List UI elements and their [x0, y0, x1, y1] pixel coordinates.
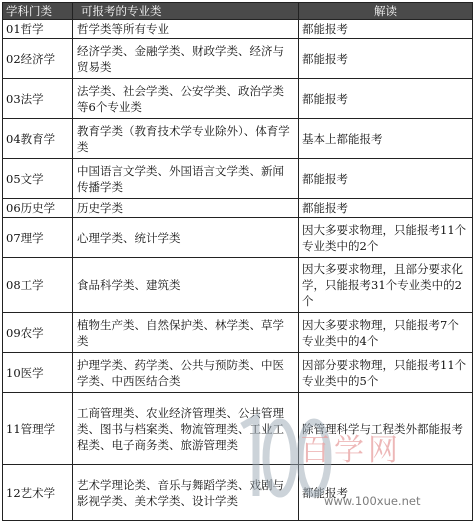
- table-row: [3, 258, 473, 313]
- majors-cell: 历史学类: [73, 199, 299, 218]
- table-row: [3, 79, 473, 119]
- note-cell: 除管理科学与工程类外都能报考: [299, 393, 473, 465]
- note-cell: 因大多要求物理，只能报考7个专业类中的4个: [299, 313, 473, 353]
- category-cell: 06历史学: [3, 199, 73, 218]
- table-body: [3, 20, 473, 521]
- category-cell: 01哲学: [3, 20, 73, 39]
- table-row: [3, 199, 473, 218]
- table-row: [3, 313, 473, 353]
- watermark-url: www.100xue.net: [324, 494, 421, 508]
- category-cell: 11管理学: [3, 393, 73, 465]
- majors-cell: 心理学类、统计学类: [73, 218, 299, 258]
- table-row: [3, 39, 473, 79]
- table-row: [3, 393, 473, 465]
- majors-cell: 艺术学理论类、音乐与舞蹈学类、戏剧与影视学类、美术学类、设计学类: [73, 465, 299, 521]
- table-header: [3, 3, 473, 20]
- table-row: [3, 159, 473, 199]
- note-cell: 因大多要求物理，且部分要求化学，只能报考31个专业类中的2个: [299, 258, 473, 313]
- category-cell: 05文学: [3, 159, 73, 199]
- category-cell: 10医学: [3, 353, 73, 393]
- majors-cell: 教育学类（教育技术学专业除外）、体育学类: [73, 119, 299, 159]
- majors-cell: 食品科学类、建筑类: [73, 258, 299, 313]
- table-row: [3, 465, 473, 521]
- majors-cell: 工商管理类、农业经济管理类、公共管理类、图书与档案类、物流管理类、工业工程类、电子商务类、旅游管理类: [73, 393, 299, 465]
- majors-cell: 经济学类、金融学类、财政学类、经济与贸易类: [73, 39, 299, 79]
- note-cell: 因部分要求物理，只能报考11个专业类中的5个: [299, 353, 473, 393]
- note-cell: 都能报考: [299, 159, 473, 199]
- majors-cell: 植物生产类、自然保护类、林学类、草学类: [73, 313, 299, 353]
- majors-table: [2, 2, 473, 521]
- note-cell: 都能报考: [299, 79, 473, 119]
- category-cell: 03法学: [3, 79, 73, 119]
- header-note: 解读: [299, 3, 473, 20]
- note-cell: 都能报考: [299, 39, 473, 79]
- note-cell: 基本上都能报考: [299, 119, 473, 159]
- category-cell: 07理学: [3, 218, 73, 258]
- category-cell: 08工学: [3, 258, 73, 313]
- note-cell: 都能报考: [299, 20, 473, 39]
- table-row: [3, 119, 473, 159]
- majors-cell: 法学类、社会学类、公安学类、政治学类等6个专业类: [73, 79, 299, 119]
- category-cell: 02经济学: [3, 39, 73, 79]
- table-row: [3, 20, 473, 39]
- note-cell: 都能报考: [299, 465, 473, 521]
- note-cell: 因大多要求物理，只能报考11个专业类中的2个: [299, 218, 473, 258]
- note-cell: 都能报考: [299, 199, 473, 218]
- header-category: 学科门类: [3, 3, 73, 20]
- header-majors: 可报考的专业类: [73, 3, 299, 20]
- category-cell: 12艺术学: [3, 465, 73, 521]
- watermark-brand: 百学网: [300, 433, 402, 468]
- table-row: [3, 353, 473, 393]
- category-cell: 09农学: [3, 313, 73, 353]
- table-row: [3, 218, 473, 258]
- majors-cell: 中国语言文学类、外国语言文学类、新闻传播学类: [73, 159, 299, 199]
- majors-cell: 哲学类等所有专业: [73, 20, 299, 39]
- majors-cell: 护理学类、药学类、公共与预防类、中医学类、中西医结合类: [73, 353, 299, 393]
- category-cell: 04教育学: [3, 119, 73, 159]
